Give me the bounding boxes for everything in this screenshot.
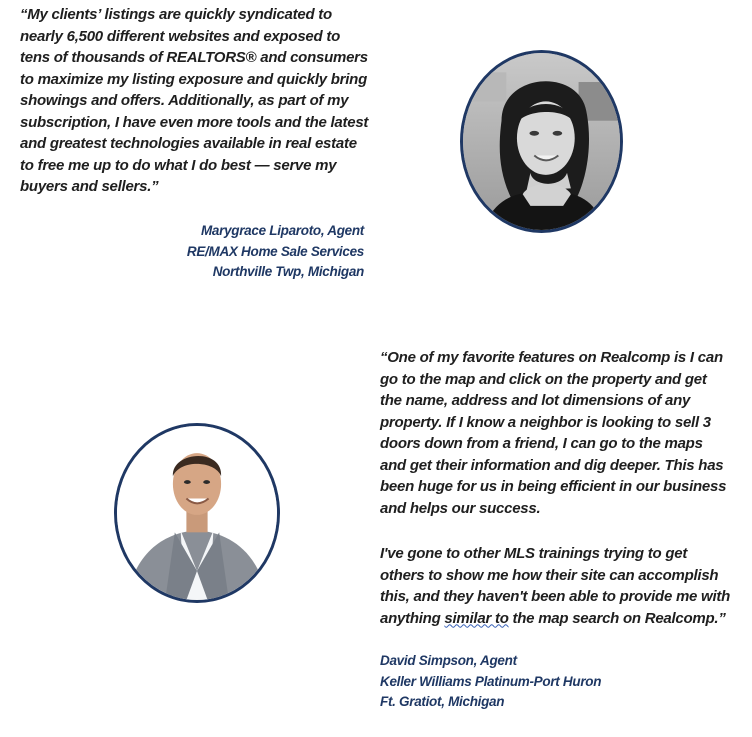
quote-text: the map search on Realcomp.”	[508, 609, 726, 627]
attribution-company: Keller Williams Platinum-Port Huron	[380, 673, 602, 689]
quote-line: buyers and sellers.”	[20, 178, 159, 195]
quote-line: doors down from a friend, I can go to the maps	[380, 435, 703, 452]
quote-line: nearly 6,500 different websites and exposed to	[20, 27, 341, 45]
quote-line: property. If I know a neighbor is looking to sell 3	[380, 413, 711, 431]
quote-line: and greatest technologies available in real estate	[20, 135, 357, 152]
quote-line: been huge for us in being efficient in our business	[380, 478, 727, 495]
testimonial-1-attribution	[187, 221, 364, 283]
testimonial-2-portrait	[114, 423, 280, 603]
attribution-name: David Simpson, Agent	[380, 653, 517, 668]
quote-line-last	[380, 610, 726, 627]
quote-line: and get their information and dig deeper. This has	[380, 456, 724, 474]
quote-line: “One of my favorite features on Realcomp is I can	[380, 349, 723, 366]
quote-line: go to the map and click on the property and get	[380, 370, 707, 388]
quote-line: subscription, I have even more tools and the latest	[20, 113, 369, 131]
quote-line: showings and offers. Additionally, as part of my	[20, 92, 349, 109]
testimonial-1-portrait	[460, 50, 623, 233]
testimonial-1-quote	[20, 4, 372, 198]
quote-text: anything	[380, 609, 445, 627]
quote-line: this, and they haven't been able to provide me with	[380, 588, 731, 605]
attribution-location: Ft. Gratiot, Michigan	[380, 694, 505, 709]
quote-line: and helps our success.	[380, 499, 541, 517]
testimonial-2-attribution	[380, 651, 601, 713]
quote-line: I've gone to other MLS trainings trying to get	[380, 545, 688, 562]
woman-portrait-photo	[463, 53, 620, 230]
testimonial-2-quote-continued	[380, 543, 736, 629]
quote-line: “My clients’ listings are quickly syndicated to	[20, 6, 332, 23]
quote-line: tens of thousands of REALTORS® and consumers	[20, 49, 368, 66]
attribution-name: Marygrace Liparoto, Agent	[200, 223, 364, 238]
quote-line: the name, address and lot dimensions of any	[380, 392, 691, 409]
attribution-location: Northville Twp, Michigan	[212, 264, 364, 279]
grammar-marked-phrase: similar to	[444, 609, 509, 627]
quote-line: others to show me how their site can accomplish	[380, 566, 719, 584]
quote-line: to maximize my listing exposure and quickly bring	[20, 70, 368, 88]
attribution-company: RE/MAX Home Sale Services	[186, 243, 364, 259]
quote-line: to free me up to do what I do best — serve my	[20, 156, 337, 174]
testimonial-2-quote	[380, 347, 736, 519]
man-portrait-photo	[117, 426, 277, 600]
